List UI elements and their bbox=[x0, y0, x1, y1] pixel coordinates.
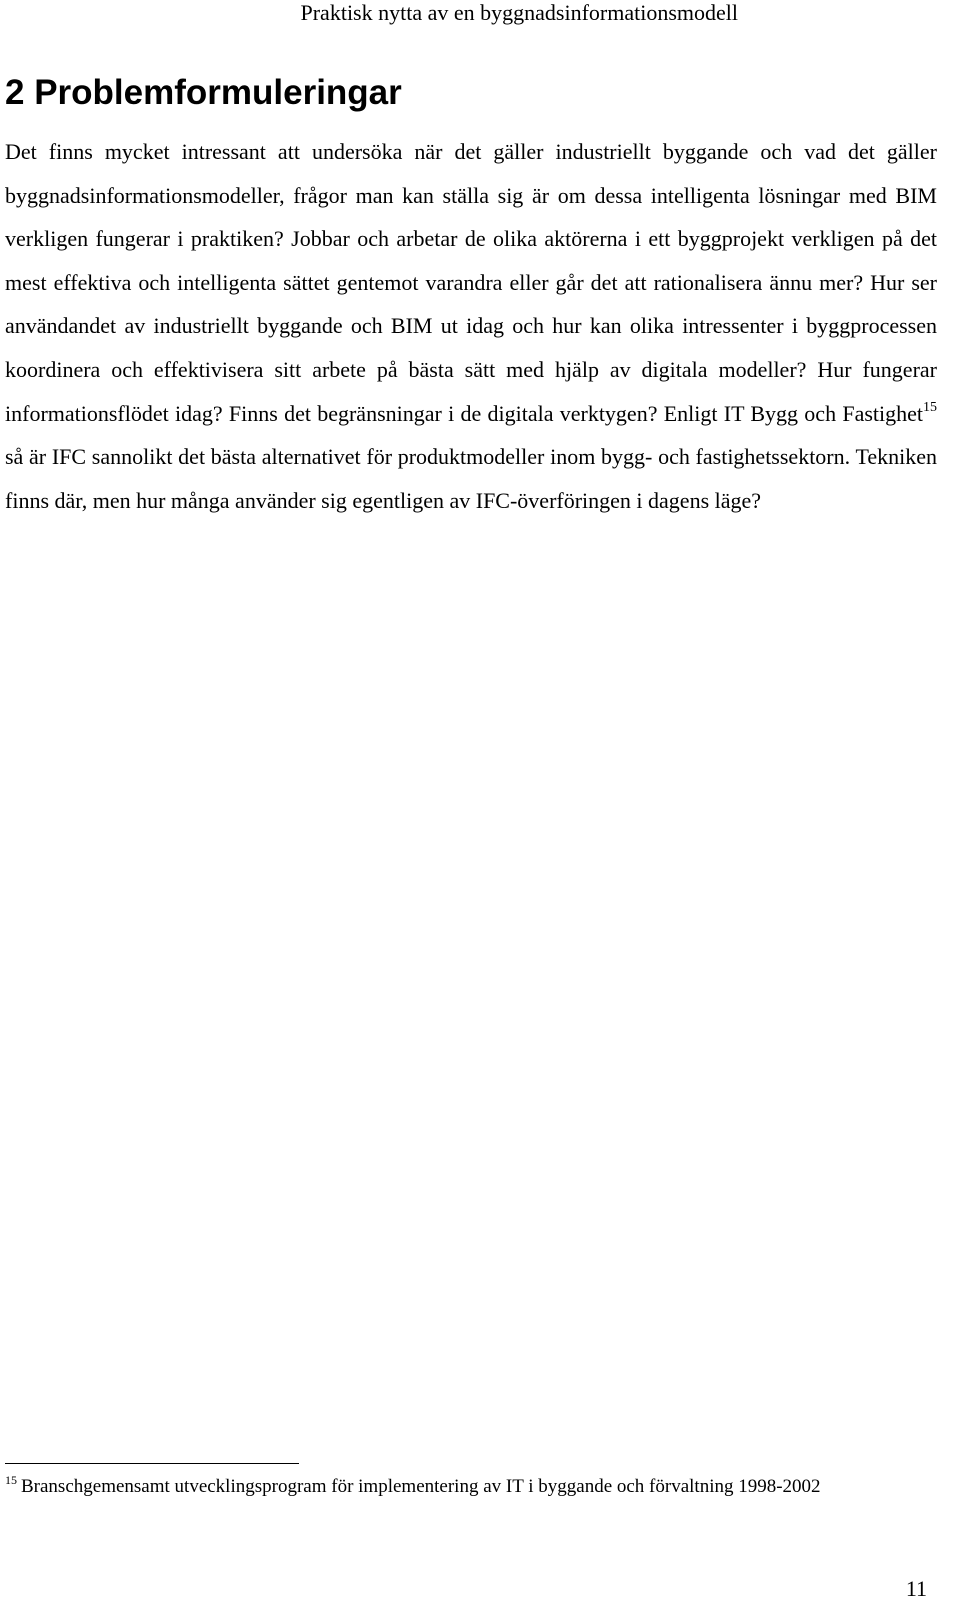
page-number: 11 bbox=[905, 1576, 927, 1601]
footnote bbox=[5, 1474, 821, 1500]
paragraph-text-part2: så är IFC sannolikt det bästa alternativet för produktmodeller inom bygg- och fastighetssektorn. Tekniken finns där, men hur många använder sig egentligen av IFC-överföringen i dagens läge? bbox=[5, 444, 937, 513]
footnote-divider bbox=[5, 1463, 299, 1464]
footnote-reference: 15 bbox=[923, 399, 937, 415]
footnote-marker: 15 bbox=[5, 1473, 17, 1487]
paragraph-text-part1: Det finns mycket intressant att undersöka när det gäller industriellt byggande och vad det gäller byggnadsinformationsmodeller, frågor man kan ställa sig är om dessa intelligenta lösningar med BIM verkligen fungerar i praktiken? Jobbar och arbetar de olika aktörerna i ett byggprojekt verkligen på det mest effektiva och intelligenta sättet gentemot varandra eller går det att rationalisera ännu mer? Hur ser användandet av industriellt byggande och BIM ut idag och hur kan olika intressenter i byggprocessen koordinera och effektivisera sitt arbete på bästa sätt med hjälp av digitala modeller? Hur fungerar informationsflödet idag? Finns det begränsningar i de digitala verktygen? Enligt IT Bygg och Fastighet bbox=[5, 139, 937, 426]
footnote-text: Branschgemensamt utvecklingsprogram för implementering av IT i byggande och förvaltning 1998-2002 bbox=[21, 1476, 821, 1497]
running-header: Praktisk nytta av en byggnadsinformationsmodell bbox=[300, 0, 738, 25]
body-paragraph bbox=[5, 130, 937, 522]
section-heading: 2 Problemformuleringar bbox=[5, 73, 402, 112]
